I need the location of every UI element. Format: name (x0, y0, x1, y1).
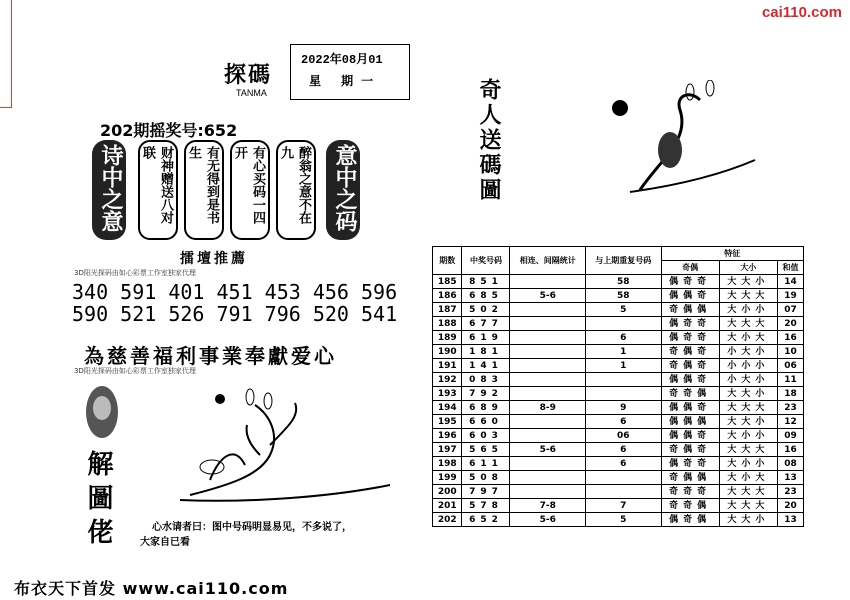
tree-drawing (180, 403, 390, 501)
history-table (432, 246, 804, 527)
table-row: 196 603 06 偶偶奇 大小小 09 (433, 429, 804, 443)
table-row: 201 578 7-8 7 奇奇偶 大大大 20 (433, 499, 804, 513)
col-repeat: 与上期重复号码 (586, 247, 662, 275)
footer-publisher: 布衣天下首发 www.cai110.com (14, 579, 289, 598)
table-row: 185 851 58 偶奇奇 大大小 14 (433, 275, 804, 289)
table-row: 195 660 6 偶偶偶 大大小 12 (433, 415, 804, 429)
table-row: 187 502 5 奇偶偶 大小小 07 (433, 303, 804, 317)
col-issue: 期数 (433, 247, 462, 275)
figure-illustration (150, 385, 400, 510)
poem-col-3: 有心买码一四开 (230, 140, 270, 240)
col-sum: 和值 (777, 261, 803, 275)
table-row: 199 508 奇偶偶 大小大 13 (433, 471, 804, 485)
note-line-2: 大家自已看 (140, 537, 190, 548)
sun-shape (215, 394, 225, 404)
poem-col-4: 醉翁之意不在九 (276, 140, 316, 240)
table-row: 190 181 1 奇偶奇 小大小 10 (433, 345, 804, 359)
site-logo-text: cai110.com (761, 4, 842, 21)
note-line-1: 心水请者曰：图中号码明显易见，不多说了， (152, 522, 352, 533)
numbers-row-1: 340 591 401 451 453 456 596 (72, 280, 398, 304)
table-row: 200 797 奇奇奇 大大大 23 (433, 485, 804, 499)
table-row: 193 792 奇奇偶 大大小 18 (433, 387, 804, 401)
poem-col-1: 财神赠送八对联 (138, 140, 178, 240)
jie-tu-lao-title: 解圖佬 (83, 450, 113, 552)
qiren-illustration (590, 80, 760, 200)
poem-col-2: 有无得到是书生 (184, 140, 224, 240)
leaf-shape (246, 389, 254, 405)
charity-slogan: 為慈善福利事業奉獻爱心 (84, 344, 337, 368)
table-row: 191 141 1 奇偶奇 小小小 06 (433, 359, 804, 373)
corner-mark (0, 0, 12, 108)
leaf-shape (264, 393, 272, 409)
table-row: 198 611 6 偶奇奇 大小小 08 (433, 457, 804, 471)
col-feature: 特征 (661, 247, 803, 261)
table-row: 192 083 偶偶奇 小大小 11 (433, 373, 804, 387)
tanma-logo: 探碼 (224, 62, 273, 88)
table-row: 194 689 8-9 9 偶偶奇 大大大 23 (433, 401, 804, 415)
table-row: 202 652 5-6 5 偶奇偶 大大小 13 (433, 513, 804, 527)
table-row: 188 677 偶奇奇 大大大 20 (433, 317, 804, 331)
qiren-title: 奇人送碼圖 (476, 78, 502, 203)
notice-line: 3D阳光探码由如心彩票工作室独家代理 (74, 269, 196, 277)
col-link: 相连、间隔统计 (510, 247, 586, 275)
table-row: 189 619 6 偶奇奇 大小大 16 (433, 331, 804, 345)
table-row: 186 685 5-6 58 偶偶奇 大大大 19 (433, 289, 804, 303)
table-row: 197 565 5-6 6 奇偶奇 大大大 16 (433, 443, 804, 457)
recommend-title: 擂壇推薦 (180, 251, 248, 267)
poem-right-title: 意中之码 (326, 140, 360, 240)
poem-left-title: 诗中之意 (92, 140, 126, 240)
leaf-shape (200, 460, 224, 474)
col-number: 中奖号码 (462, 247, 510, 275)
date-box (290, 44, 410, 100)
tanma-logo-en: TANMA (236, 88, 267, 98)
numbers-row-2: 590 521 526 791 796 520 541 (72, 302, 398, 326)
portrait-image (82, 382, 122, 444)
col-oddeven: 奇偶 (661, 261, 719, 275)
issue-draw-line: 202期摇奖号:652 (100, 121, 238, 140)
date-line: 2022年08月01 (301, 53, 383, 67)
notice-line-2: 3D阳光探码由如心彩票工作室独家代理 (74, 367, 196, 375)
weekday-line: 星 期一 (309, 74, 382, 88)
col-bigsmall: 大小 (719, 261, 777, 275)
